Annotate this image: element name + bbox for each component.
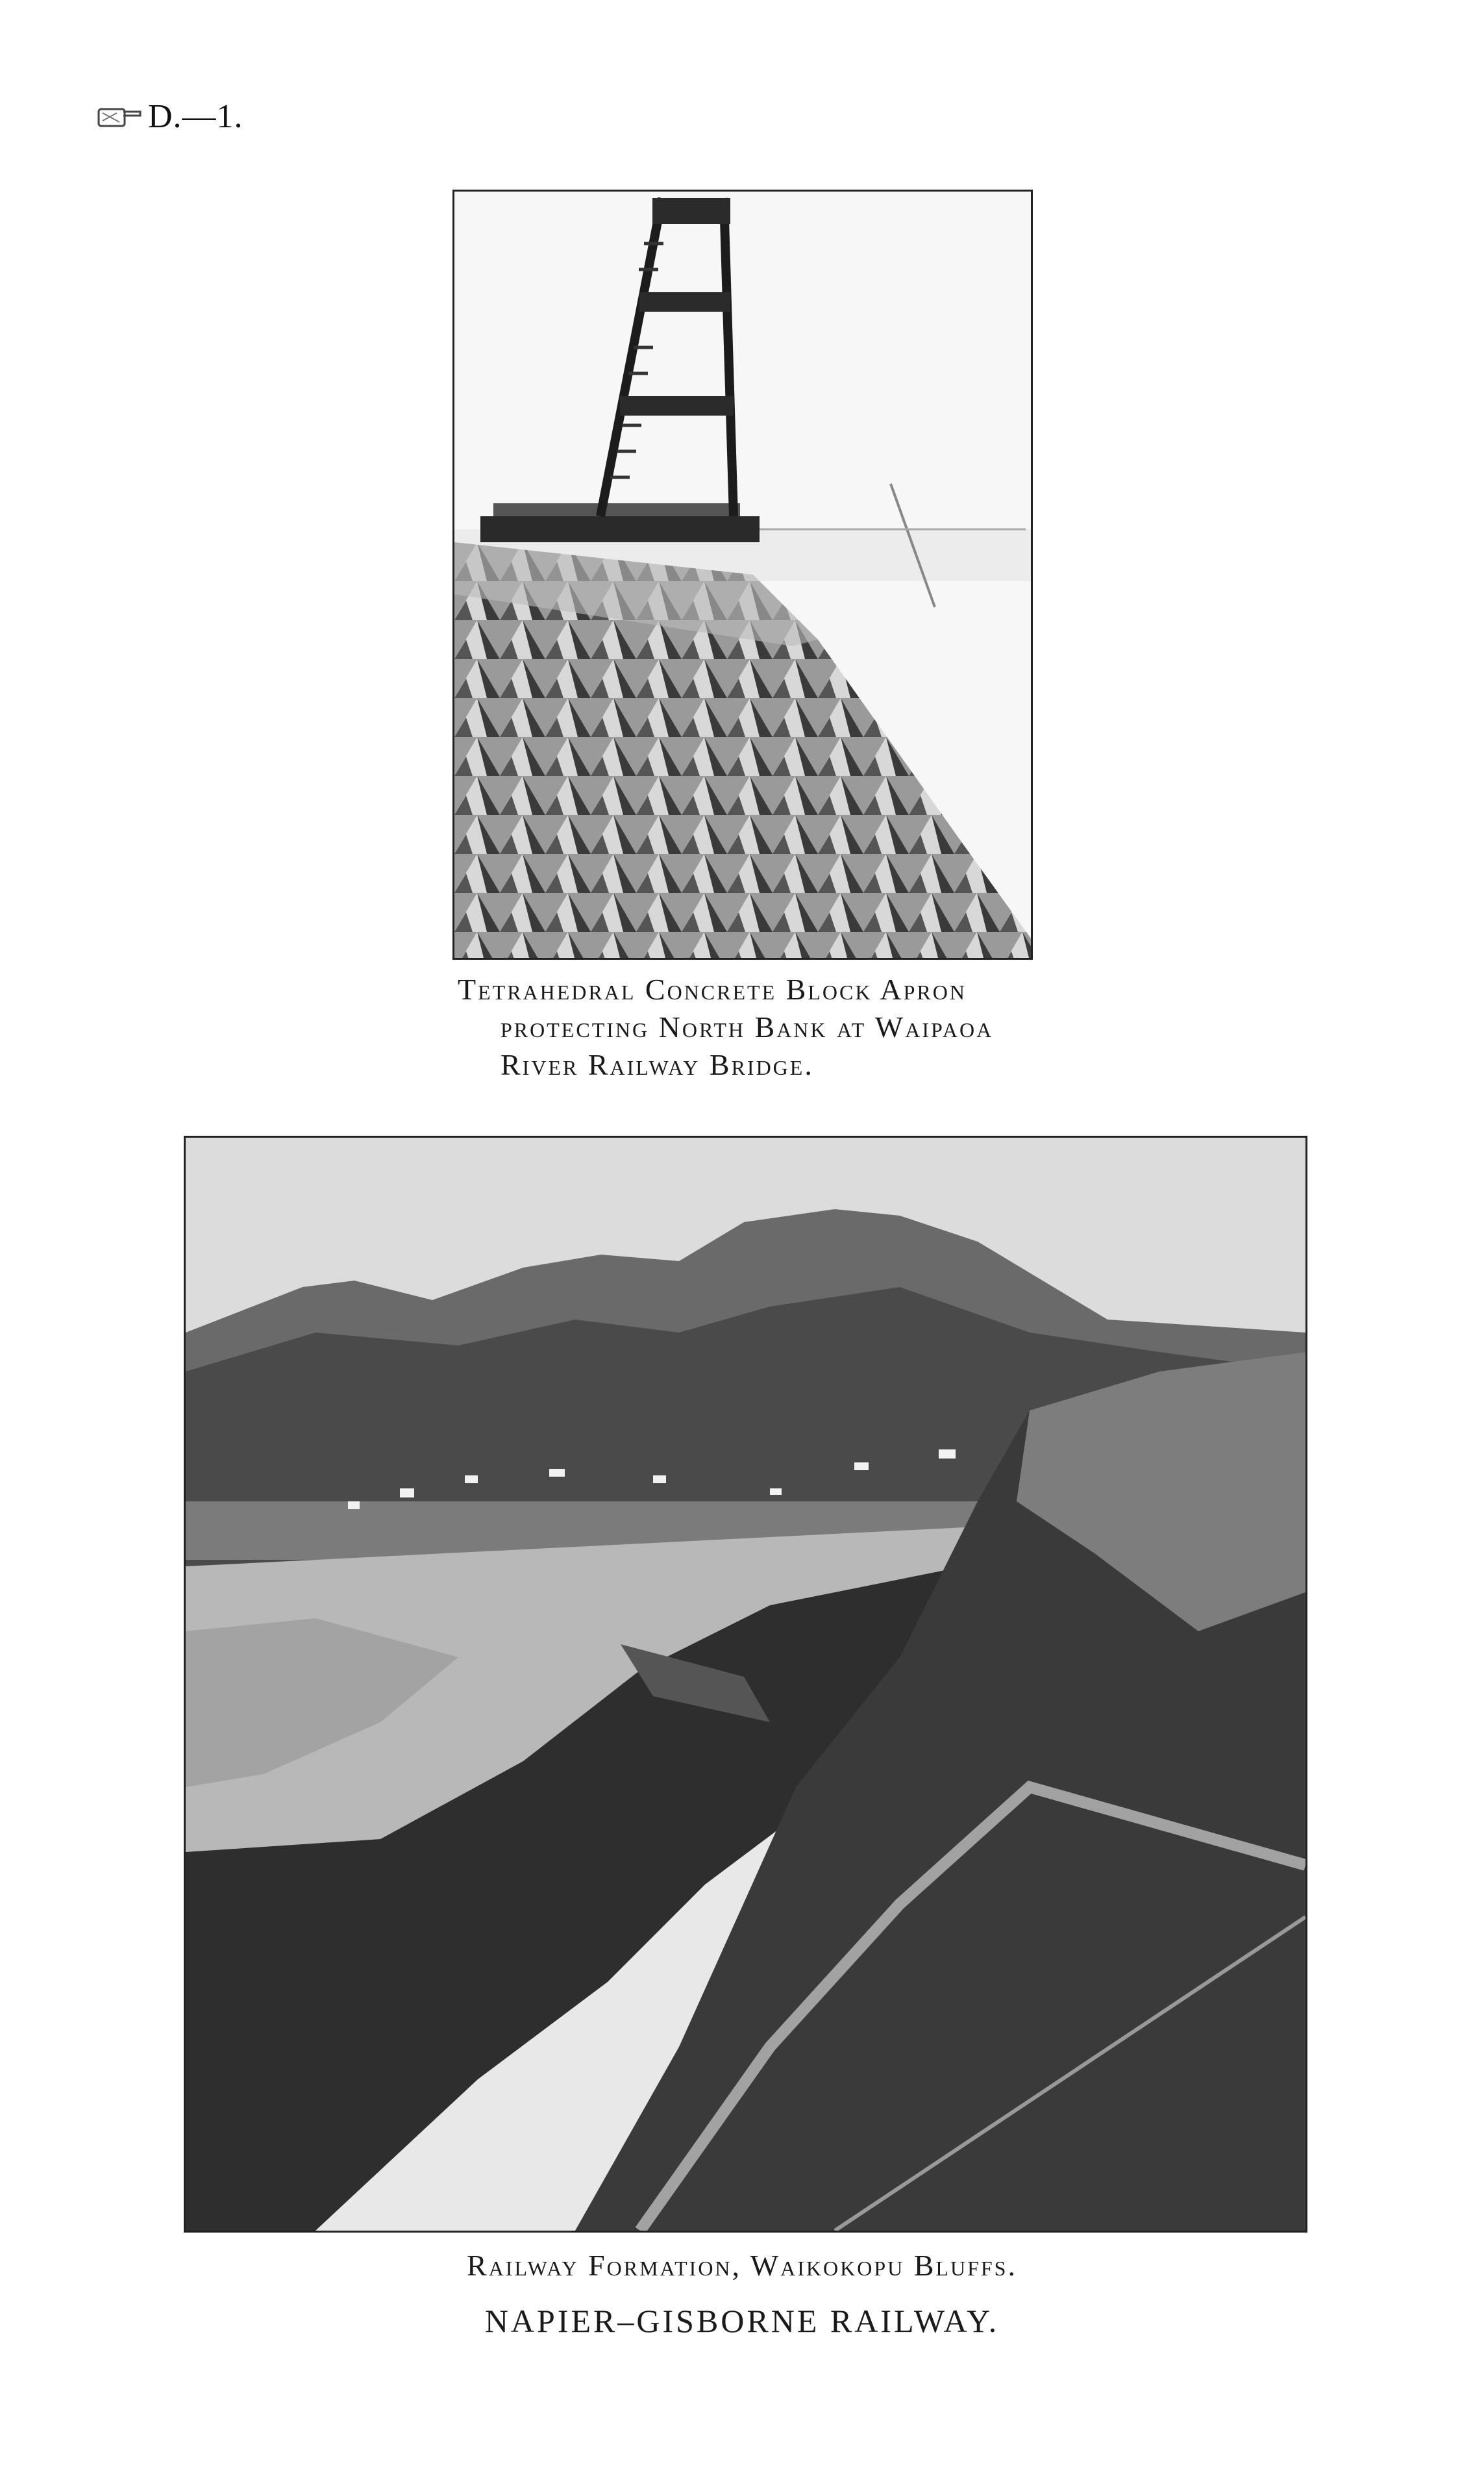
plate-title: NAPIER–GISBORNE RAILWAY.: [484, 2303, 1000, 2339]
page-reference: [97, 97, 243, 136]
figure-1-caption-line-3: River Railway Bridge.: [501, 1048, 814, 1081]
bluffs-photo-graphic: [186, 1138, 1305, 2231]
photo-waikokopu-bluffs: [184, 1136, 1307, 2233]
figure-1-caption: [458, 971, 1042, 1084]
apron-photo-graphic: [454, 192, 1031, 958]
pointing-hand-icon: [97, 104, 143, 130]
figure-1-caption-line-2: protecting North Bank at Waipaoa: [501, 1010, 994, 1044]
figure-2-caption: Railway Formation, Waikokopu Bluffs.: [467, 2249, 1017, 2282]
page-reference-text: D.—1.: [148, 98, 243, 135]
figure-1-caption-line-1: Tetrahedral Concrete Block Apron: [458, 973, 967, 1006]
photo-tetrahedral-apron: [452, 190, 1033, 960]
